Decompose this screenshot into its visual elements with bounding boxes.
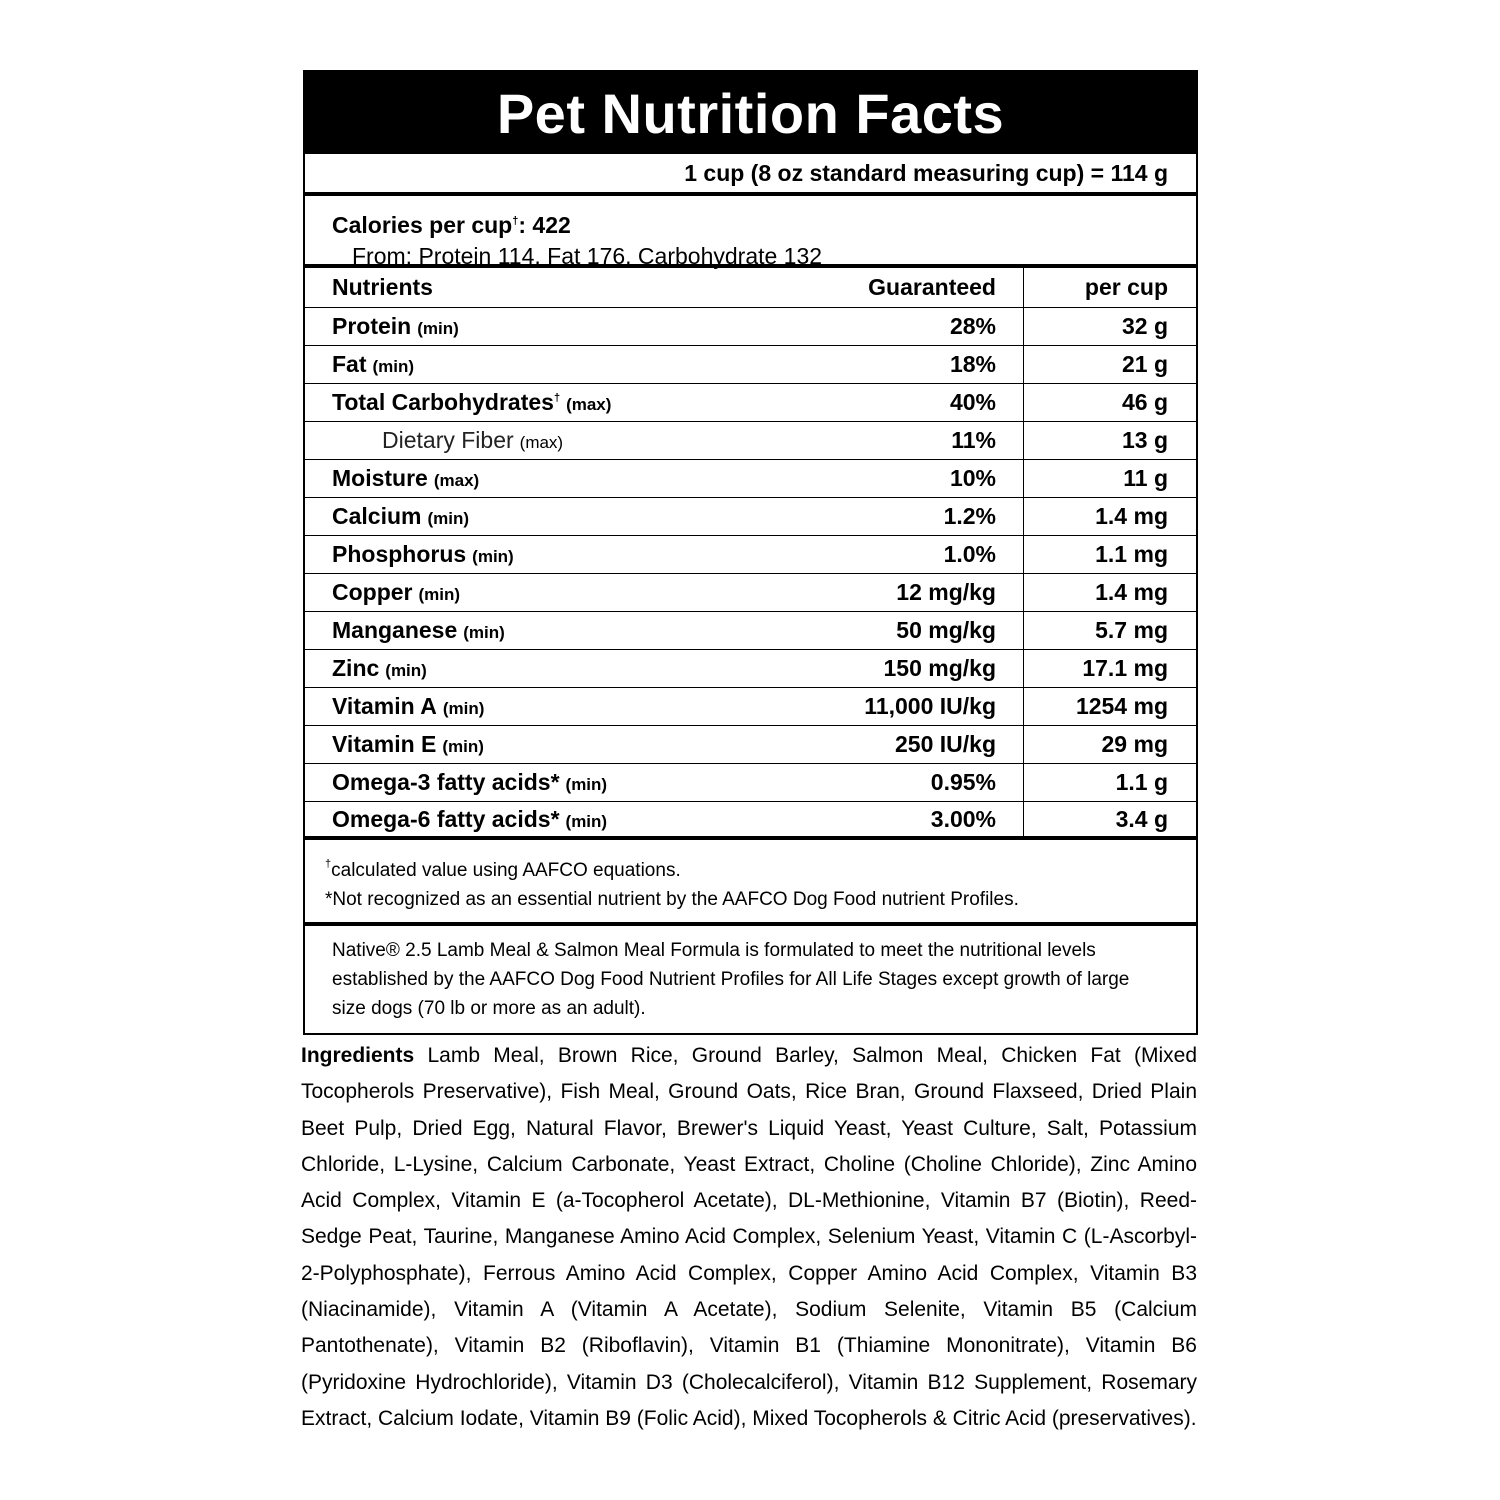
per-cup-value: 17.1 mg bbox=[1023, 650, 1196, 687]
footnote-dagger: † bbox=[325, 858, 332, 870]
calories-value: : 422 bbox=[518, 212, 571, 238]
nutrient-name: Manganese bbox=[332, 617, 458, 643]
guaranteed-value: 1.0% bbox=[943, 541, 996, 567]
header-nutrients: Nutrients bbox=[332, 274, 433, 300]
per-cup-value: 3.4 g bbox=[1023, 802, 1196, 836]
nutrient-name: Omega-3 fatty acids* bbox=[332, 769, 560, 795]
table-row bbox=[305, 384, 1196, 422]
nutrition-facts-panel bbox=[303, 70, 1198, 1035]
guaranteed-value: 28% bbox=[949, 313, 996, 339]
guaranteed-value: 12 mg/kg bbox=[896, 579, 996, 605]
calories-breakdown: From: Protein 114, Fat 176, Carbohydrate 132 bbox=[352, 243, 823, 269]
table-row bbox=[305, 574, 1196, 612]
footnote-calculated: †calculated value using AAFCO equations. bbox=[325, 858, 681, 881]
guaranteed-value: 11,000 IU/kg bbox=[864, 693, 996, 719]
calories-line bbox=[332, 206, 1196, 240]
guaranteed-value: 40% bbox=[949, 389, 996, 415]
nutrient-name: Fat bbox=[332, 351, 367, 377]
table-row bbox=[305, 460, 1196, 498]
nutrient-qualifier: (min) bbox=[427, 509, 470, 528]
calories-dagger: † bbox=[512, 215, 519, 227]
table-row bbox=[305, 346, 1196, 384]
nutrient-qualifier: (min) bbox=[418, 585, 461, 604]
dagger-mark: † bbox=[553, 392, 561, 404]
nutrient-qualifier: (min) bbox=[417, 319, 459, 338]
per-cup-value: 11 g bbox=[1023, 460, 1196, 497]
header-guaranteed: Guaranteed bbox=[868, 274, 996, 300]
table-header bbox=[305, 268, 1196, 308]
guaranteed-value: 10% bbox=[949, 465, 996, 491]
guaranteed-value: 50 mg/kg bbox=[896, 617, 996, 643]
table-row bbox=[305, 308, 1196, 346]
table-row bbox=[305, 498, 1196, 536]
serving-size: 1 cup (8 oz standard measuring cup) = 114 g bbox=[305, 154, 1196, 196]
nutrient-qualifier: (min) bbox=[565, 775, 608, 794]
table-row bbox=[305, 726, 1196, 764]
per-cup-value: 32 g bbox=[1023, 308, 1196, 345]
calories-label: Calories per cup bbox=[332, 212, 513, 238]
nutrient-name: Vitamin E bbox=[332, 731, 437, 757]
footnote-not-essential: *Not recognized as an essential nutrient by the AAFCO Dog Food nutrient Profiles. bbox=[325, 889, 1019, 910]
ingredients-label: Ingredients bbox=[301, 1044, 415, 1067]
header-per-cup: per cup bbox=[1023, 268, 1196, 307]
nutrient-name: Omega-6 fatty acids* bbox=[332, 805, 560, 832]
nutrient-qualifier: (max) bbox=[433, 471, 480, 490]
nutrient-qualifier: (max) bbox=[519, 433, 564, 452]
guaranteed-value: 18% bbox=[949, 351, 996, 377]
nutrient-name: Calcium bbox=[332, 503, 422, 529]
footnotes bbox=[305, 840, 1196, 926]
table-row bbox=[305, 612, 1196, 650]
ingredients-list bbox=[301, 1038, 1197, 1437]
guaranteed-value: 250 IU/kg bbox=[895, 731, 996, 757]
guaranteed-value: 11% bbox=[951, 427, 996, 453]
per-cup-value: 1.1 mg bbox=[1023, 536, 1196, 573]
nutrient-name: Moisture bbox=[332, 465, 428, 491]
per-cup-value: 1.1 g bbox=[1023, 764, 1196, 801]
panel-title: Pet Nutrition Facts bbox=[305, 72, 1196, 154]
nutrient-qualifier: (min) bbox=[442, 737, 484, 756]
per-cup-value: 13 g bbox=[1023, 422, 1196, 459]
nutrient-name: Protein bbox=[332, 313, 412, 339]
per-cup-value: 21 g bbox=[1023, 346, 1196, 383]
per-cup-value: 1254 mg bbox=[1023, 688, 1196, 725]
nutrient-name: Phosphorus bbox=[332, 541, 467, 567]
calories-section bbox=[305, 196, 1196, 268]
per-cup-value: 1.4 mg bbox=[1023, 574, 1196, 611]
nutrient-qualifier: (min) bbox=[385, 661, 427, 680]
ingredients-text: Lamb Meal, Brown Rice, Ground Barley, Salmon Meal, Chicken Fat (Mixed Tocopherols Preservative), Fish Meal, Ground Oats, Rice Bran, Ground Flaxseed, Dried Plain Beet Pulp, Dried Egg, Natural Flavor, Brewer's Liquid Yeast, Yeast Culture, Salt, Potassium Chloride, L-Lysine, Calcium Carbonate, Yeast Extract, Choline (Choline Chloride), Zinc Amino Acid Complex, Vitamin E (a-Tocopherol Acetate), DL-Methionine, Vitamin B7 (Biotin), Reed-Sedge Peat, Taurine, Manganese Amino Acid Complex, Selenium Yeast, Vitamin C (L-Ascorbyl-2-Polyphosphate), Ferrous Amino Acid Complex, Copper Amino Acid Complex, Vitamin B3 (Niacinamide), Vitamin A (Vitamin A Acetate), Sodium Selenite, Vitamin B5 (Calcium Pantothenate), Vitamin B2 (Riboflavin), Vitamin B1 (Thiamine Mononitrate), Vitamin B6 (Pyridoxine Hydrochloride), Vitamin D3 (Cholecalciferol), Vitamin B12 Supplement, Rosemary Extract, Calcium Iodate, Vitamin B9 (Folic Acid), Mixed Tocopherols & Citric Acid (preservatives). bbox=[301, 1044, 1198, 1430]
table-row bbox=[305, 422, 1196, 460]
guaranteed-value: 1.2% bbox=[943, 503, 996, 529]
guaranteed-value: 150 mg/kg bbox=[883, 655, 996, 681]
nutrient-qualifier: (min) bbox=[472, 547, 514, 566]
nutrient-name: Vitamin A bbox=[332, 693, 437, 719]
guaranteed-value: 3.00% bbox=[930, 805, 996, 832]
table-row bbox=[305, 650, 1196, 688]
formula-statement: Native® 2.5 Lamb Meal & Salmon Meal Formula is formulated to meet the nutritional levels established by the AAFCO Dog Food Nutrient Profiles for All Life Stages except growth of large size dogs (70 lb or more as an adult). bbox=[332, 940, 1130, 1019]
nutrient-qualifier: (min) bbox=[565, 811, 608, 831]
guaranteed-value: 0.95% bbox=[930, 769, 996, 795]
table-row bbox=[305, 536, 1196, 574]
per-cup-value: 29 mg bbox=[1023, 726, 1196, 763]
table-row bbox=[305, 764, 1196, 802]
table-row bbox=[305, 688, 1196, 726]
per-cup-value: 5.7 mg bbox=[1023, 612, 1196, 649]
nutrient-name: Copper bbox=[332, 579, 413, 605]
nutrient-qualifier: (max) bbox=[566, 395, 612, 414]
nutrient-qualifier: (min) bbox=[372, 357, 415, 376]
nutrient-qualifier: (min) bbox=[463, 623, 505, 642]
nutrient-name: Zinc bbox=[332, 655, 380, 681]
per-cup-value: 46 g bbox=[1023, 384, 1196, 421]
per-cup-value: 1.4 mg bbox=[1023, 498, 1196, 535]
table-row bbox=[305, 802, 1196, 840]
nutrient-qualifier: (min) bbox=[442, 699, 485, 718]
nutrient-name: Total Carbohydrates† bbox=[332, 389, 561, 415]
nutrient-name: Dietary Fiber bbox=[382, 427, 514, 453]
